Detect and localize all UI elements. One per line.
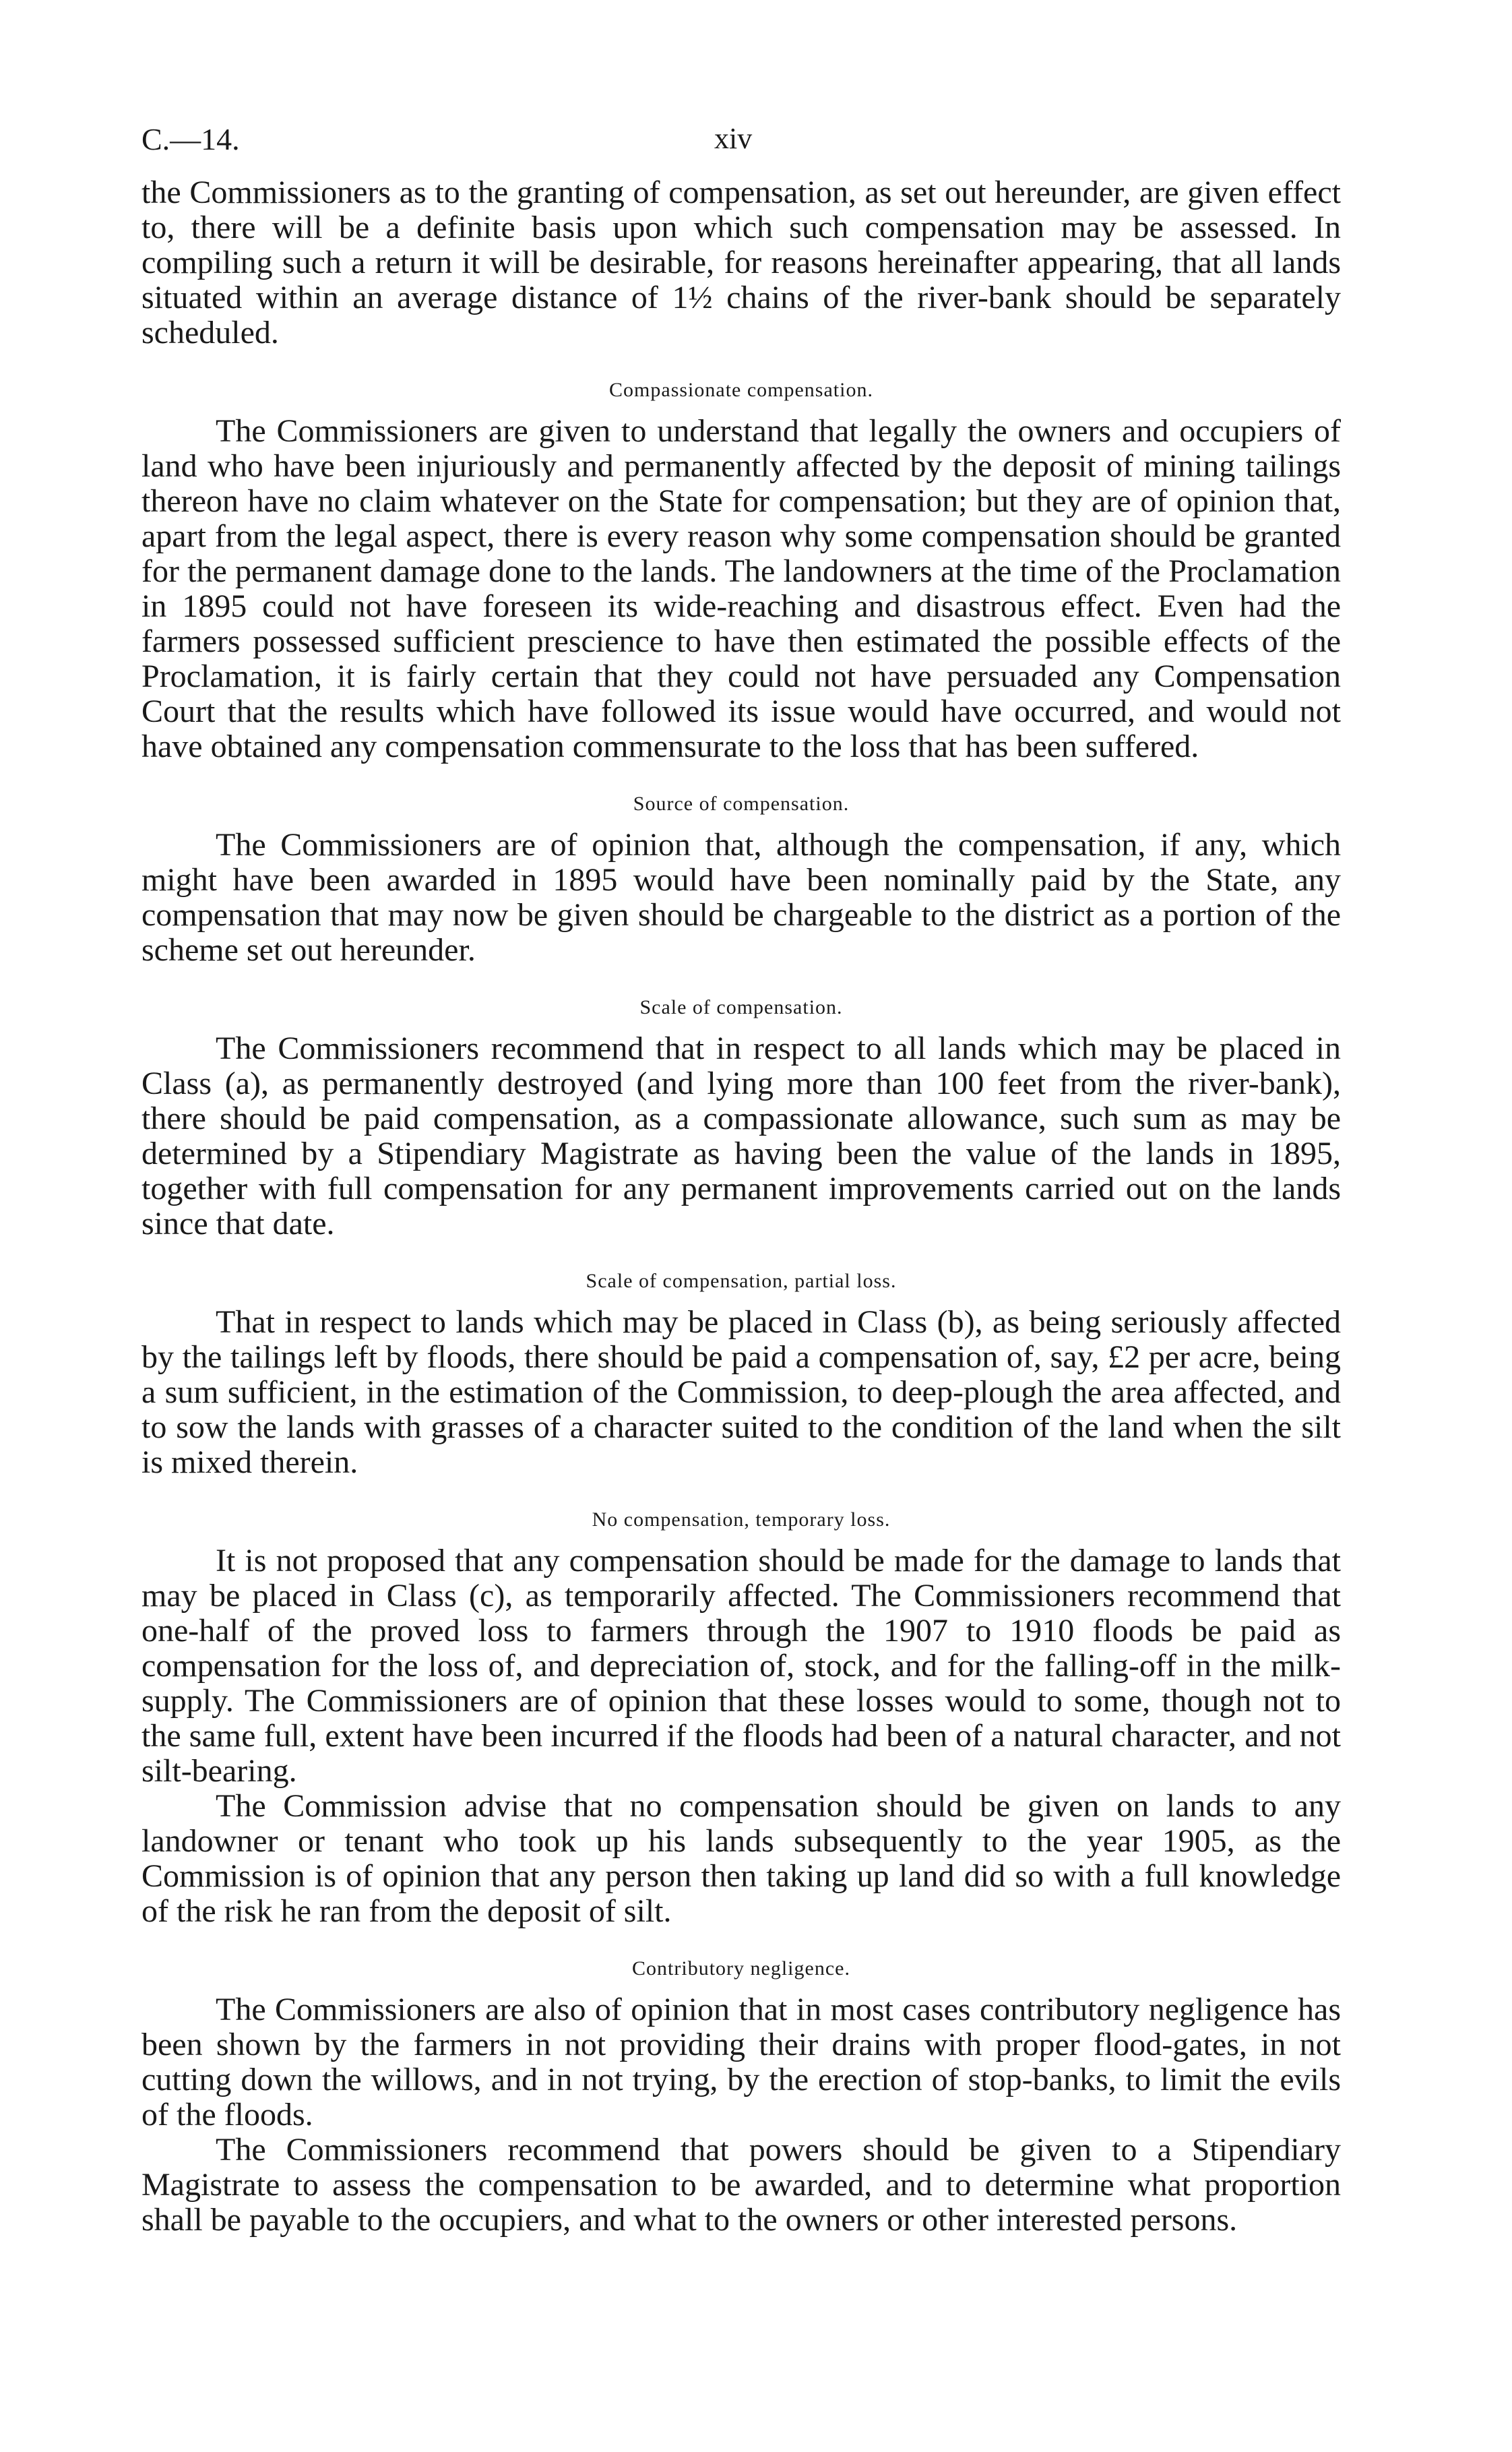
paragraph: The Commissioners are also of opinion that in most cases contributory negligence has been shown by the farmers in not providing their drains with proper flood-gates, in not cutting down the willows, and in not trying, by the erection of stop-banks, to limit the evils of the floods. [141, 1992, 1341, 2133]
section-scale-partial-loss [141, 1270, 1341, 1480]
section-source-of-compensation [141, 793, 1341, 968]
section-heading: Source of compensation. [633, 793, 850, 815]
page-header [141, 121, 1341, 175]
section-contributory-negligence [141, 1957, 1341, 2238]
paragraph: The Commissioners recommend that powers should be given to a Stipendiary Magistrate to assess the compensation to be awarded, and to determine what proportion shall be payable to the occupiers, and what to the owners or other interested persons. [141, 2132, 1341, 2238]
paragraph: That in respect to lands which may be placed in Class (b), as being seriously affected by the tailings left by floods, there should be paid a compensation of, say, £2 per acre, being a sum sufficient, in the estimation of the Commission, to deep-plough the area affected, and to sow the lands with grasses of a character suited to the condition of the land when the silt is mixed therein. [141, 1304, 1341, 1480]
page-number: xiv [714, 122, 753, 155]
paragraph: The Commissioners are given to understand that legally the owners and occupiers of land who have been injuriously and permanently affected by the deposit of mining tailings thereon have no claim whatever on the State for compensation; but they are of opinion that, apart from the legal aspect, there is every reason why some compensation should be granted for the permanent damage done to the lands. The landowners at the time of the Proclamation in 1895 could not have foreseen its wide-reaching and disastrous effect. Even had the farmers possessed sufficient prescience to have then estimated the possible effects of the Proclamation, it is fairly certain that they could not have persuaded any Compensation Court that the results which have followed its issue would have occurred, and would not have obtained any compensation commensurate to the loss that has been suffered. [141, 413, 1341, 764]
section-heading: Scale of compensation, partial loss. [586, 1270, 897, 1292]
section-no-compensation-temporary-loss [141, 1508, 1341, 1929]
section-compassionate-compensation [141, 379, 1341, 764]
paragraph: The Commissioners recommend that in respect to all lands which may be placed in Class (a), as permanently destroyed (and lying more than 100 feet from the river-bank), there should be paid compensation, as a compassionate allowance, such sum as may be determined by a Stipendiary Magistrate as having been the value of the lands in 1895, together with full compensation for any permanent improvements carried out on the lands since that date. [141, 1031, 1341, 1242]
paragraph: It is not proposed that any compensation should be made for the damage to lands that may be placed in Class (c), as temporarily affected. The Commissioners recommend that one-half of the proved loss to farmers through the 1907 to 1910 floods be paid as compensation for the loss of, and depreciation of, stock, and for the falling-off in the milk-supply. The Commissioners are of opinion that these losses would to some, though not to the same full, extent have been incurred if the floods had been of a natural character, and not silt-bearing. [141, 1543, 1341, 1789]
section-heading: Scale of compensation. [639, 996, 843, 1018]
page-reference: C.—14. [141, 122, 240, 156]
intro-paragraph: the Commissioners as to the granting of compensation, as set out hereunder, are given effect to, there will be a definite basis upon which such compensation may be assessed. In compiling such a return it will be desirable, for reasons hereinafter appearing, that all lands situated within an average distance of 1½ chains of the river-bank should be separately scheduled. [141, 175, 1341, 350]
section-heading: Contributory negligence. [632, 1957, 850, 1980]
section-scale-of-compensation [141, 996, 1341, 1242]
paragraph: The Commission advise that no compensation should be given on lands to any landowner or tenant who took up his lands subsequently to the year 1905, as the Commission is of opinion that any person then taking up land did so with a full knowledge of the risk he ran from the deposit of silt. [141, 1788, 1341, 1929]
section-heading: Compassionate compensation. [609, 379, 873, 401]
document-page [141, 121, 1341, 2238]
paragraph: The Commissioners are of opinion that, although the compensation, if any, which might have been awarded in 1895 would have been nominally paid by the State, any compensation that may now be given should be chargeable to the district as a portion of the scheme set out hereunder. [141, 827, 1341, 968]
section-heading: No compensation, temporary loss. [592, 1508, 891, 1531]
